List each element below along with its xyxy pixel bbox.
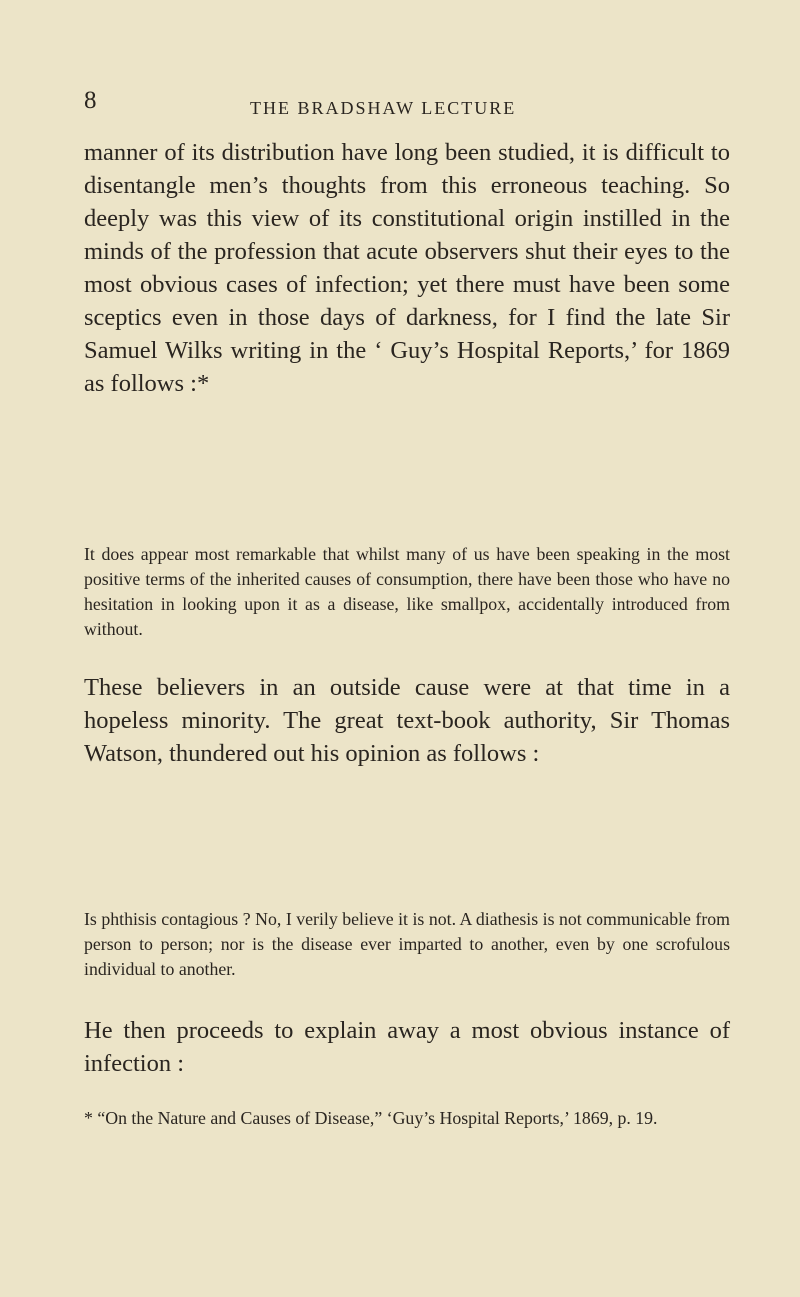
body-paragraph-3: He then proceeds to explain away a most obvious instance of infection :	[84, 1017, 730, 1077]
page-number: 8	[84, 87, 97, 114]
body-paragraph-2: These believers in an outside cause were at that time in a hopeless minority. The great text-book authority, Sir Thomas Watson, thundered out his opinion as follows :	[84, 674, 730, 767]
quotation-watson: Is phthisis contagious ? No, I verily believe it is not. A diathesis is not communicable from person to person; nor is the disease ever imparted to another, even by one scrofulous individual to another.	[84, 909, 730, 979]
footnote: * “On the Nature and Causes of Disease,” ‘Guy’s Hospital Reports,’ 1869, p. 19.	[84, 1108, 658, 1128]
running-title: THE BRADSHAW LECTURE	[250, 98, 517, 118]
body-paragraph-1: manner of its distribution have long been studied, it is difficult to disentangle men’s thoughts from this erroneous teaching. So deeply was this view of its constitutional origin instilled in the minds of the profession that acute observers shut their eyes to the most obvious cases of infection; yet there must have been some sceptics even in those days of darkness, for I find the late Sir Samuel Wilks writing in the ‘ Guy’s Hospital Reports,’ for 1869 as follows :*	[84, 139, 730, 397]
quotation-wilks: It does appear most remarkable that whilst many of us have been speaking in the most positive terms of the inherited causes of consumption, there have been those who have no hesitation in looking upon it as a disease, like smallpox, accidentally introduced from without.	[84, 544, 730, 639]
